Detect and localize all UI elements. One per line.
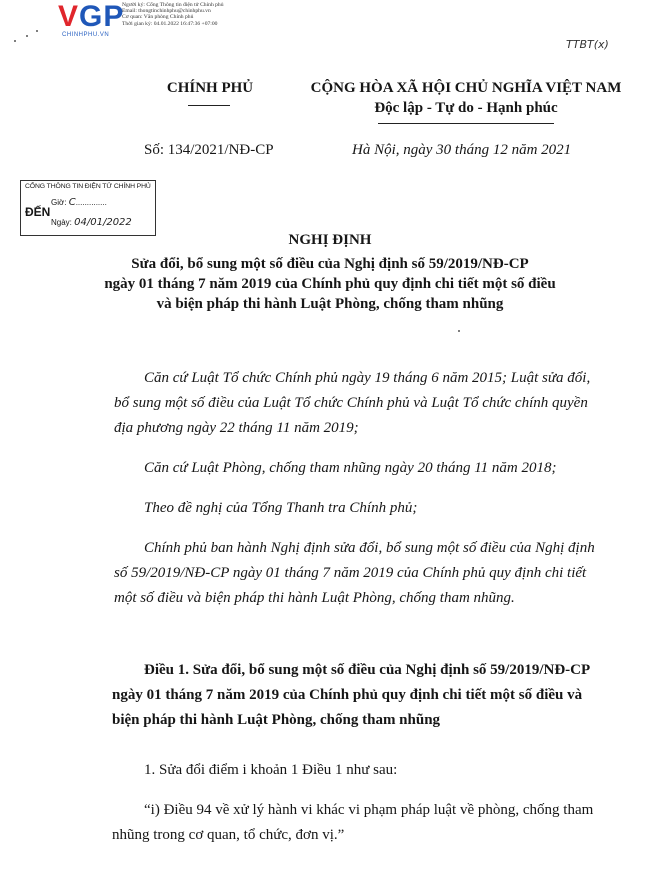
preamble-line: Căn cứ Luật Tổ chức Chính phủ ngày 19 tháng 6 năm 2015; Luật sửa đổi,: [144, 370, 591, 386]
issuer-name: CHÍNH PHỦ: [166, 80, 254, 96]
logo-letters-gp: GP: [79, 0, 125, 33]
preamble-line: Chính phủ ban hành Nghị định sửa đổi, bổ sung một số điều của Nghị định: [144, 540, 595, 556]
handwritten-note: TTBT(x): [566, 38, 609, 51]
signature-line: Người ký: Cổng Thông tin điện tử Chính phủ: [122, 2, 224, 8]
national-motto: Độc lập - Tự do - Hạnh phúc: [374, 100, 558, 116]
preamble-line: một số điều và biện pháp thi hành Luật Phòng, chống tham nhũng.: [114, 590, 515, 606]
article-heading-line: biện pháp thi hành Luật Phòng, chống tham nhũng: [112, 712, 441, 728]
stamp-time-dots: ..............: [75, 198, 107, 207]
decree-subtitle-line: Sửa đổi, bổ sung một số điều của Nghị định số 59/2019/NĐ-CP: [131, 256, 529, 272]
motto-underline: [378, 123, 554, 124]
stamp-date-value: 04/01/2022: [74, 217, 132, 228]
scan-speck: [14, 40, 16, 42]
preamble-line: địa phương ngày 22 tháng 11 năm 2019;: [114, 420, 359, 436]
vgp-logo: [58, 2, 124, 32]
decree-subtitle-line: và biện pháp thi hành Luật Phòng, chống tham nhũng: [156, 296, 504, 312]
digital-signature: [122, 2, 224, 27]
document-number: Số: 134/2021/NĐ-CP: [144, 142, 274, 158]
article-heading-line: ngày 01 tháng 7 năm 2019 của Chính phủ quy định chi tiết một số điều và: [112, 687, 583, 703]
stamp-time-label: Giờ:: [51, 198, 67, 207]
logo-letter-v: V: [58, 0, 80, 33]
quoted-text-line: nhũng trong cơ quan, tổ chức, đơn vị.”: [112, 827, 345, 843]
preamble-line: Căn cứ Luật Phòng, chống tham nhũng ngày 20 tháng 11 năm 2018;: [144, 460, 557, 476]
country-name: CỘNG HÒA XÃ HỘI CHỦ NGHĨA VIỆT NAM: [310, 80, 622, 96]
stamp-date-label: Ngày:: [51, 218, 72, 227]
place-and-date: Hà Nội, ngày 30 tháng 12 năm 2021: [352, 142, 572, 158]
signature-line: Email: thongtinchinhphu@chinhphu.vn: [122, 8, 211, 15]
scan-speck: [26, 35, 28, 37]
scan-speck: [458, 330, 460, 332]
decree-subtitle-line: ngày 01 tháng 7 năm 2019 của Chính phủ quy định chi tiết một số điều: [104, 276, 556, 292]
received-stamp: [20, 180, 156, 236]
article-heading-line: Điều 1. Sửa đổi, bổ sung một số điều của Nghị định số 59/2019/NĐ-CP: [144, 662, 591, 678]
preamble-line: Theo đề nghị của Tổng Thanh tra Chính phủ;: [144, 500, 418, 516]
logo-subtitle: CHINHPHU.VN: [62, 32, 110, 38]
preamble-line: bổ sung một số điều của Luật Tổ chức Chính phủ và Luật Tổ chức chính quyền: [114, 395, 588, 411]
preamble-line: số 59/2019/NĐ-CP ngày 01 tháng 7 năm 2019 của Chính phủ quy định chi tiết: [114, 565, 587, 581]
decree-title: NGHỊ ĐỊNH: [288, 232, 372, 248]
signature-line: Cơ quan: Văn phòng Chính phủ: [122, 14, 194, 21]
scan-speck: [36, 30, 38, 32]
stamp-time-value: C: [68, 197, 76, 208]
stamp-title: CỔNG THÔNG TIN ĐIỆN TỬ CHÍNH PHỦ: [25, 183, 151, 190]
article-item: 1. Sửa đổi điểm i khoản 1 Điều 1 như sau:: [144, 762, 398, 778]
signature-line: Thời gian ký: 04.01.2022 16:47:36 +07:00: [122, 20, 218, 27]
stamp-time-row: [51, 197, 107, 208]
issuer-underline: [188, 105, 230, 106]
stamp-date-row: [51, 217, 132, 228]
stamp-den-label: ĐẾN: [25, 205, 51, 219]
quoted-text-line: “i) Điều 94 về xử lý hành vi khác vi phạm pháp luật về phòng, chống tham: [144, 802, 594, 818]
